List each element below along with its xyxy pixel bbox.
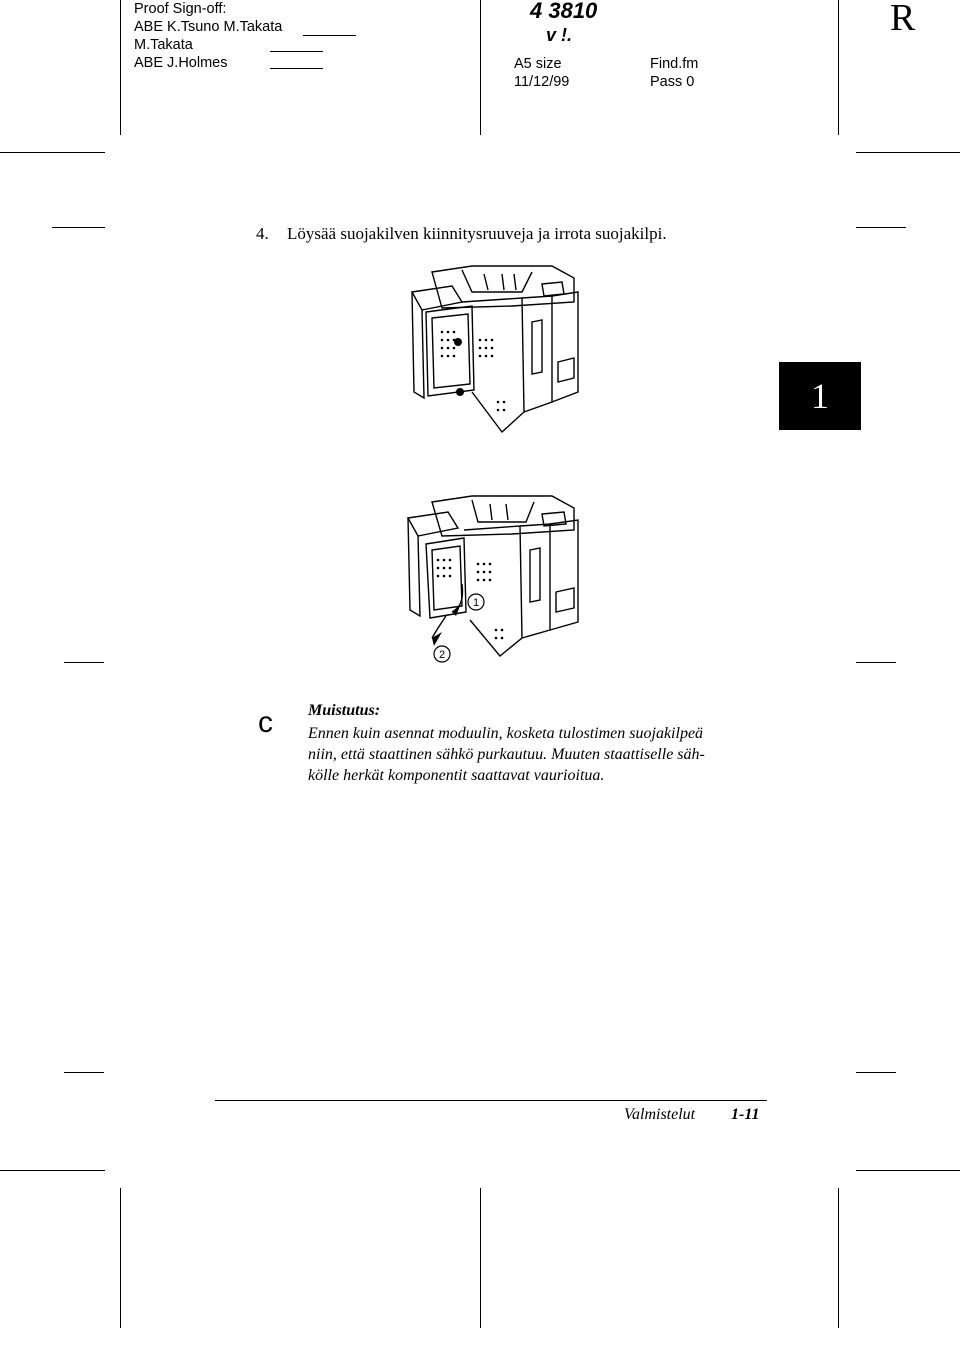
proof-date: 11/12/99 <box>514 74 570 90</box>
step-number: 4. <box>256 224 269 243</box>
note-icon-letter: c <box>258 706 273 739</box>
note-block <box>308 702 768 786</box>
registration-letter: R <box>890 0 916 39</box>
signature-line <box>303 35 356 36</box>
footer-rule <box>215 1100 767 1101</box>
pass-number: Pass 0 <box>650 74 695 90</box>
signature-line <box>270 51 323 52</box>
guide-mark <box>856 227 906 228</box>
job-code: 4 3810 <box>530 0 598 23</box>
crop-mark <box>856 1170 960 1171</box>
crop-mark <box>0 152 105 153</box>
proof-line: ABE J.Holmes <box>134 55 228 71</box>
crop-mark <box>838 1188 839 1328</box>
note-line: kölle herkät komponentit saattavat vaurioitua. <box>308 767 605 784</box>
guide-mark <box>856 662 896 663</box>
proof-line: ABE K.Tsuno M.Takata <box>134 19 283 35</box>
note-line: Ennen kuin asennat moduulin, kosketa tulostimen suojakilpeä <box>308 725 704 742</box>
crop-mark <box>120 1188 121 1328</box>
footer-section: Valmistelut <box>624 1106 696 1123</box>
crop-mark <box>120 0 121 135</box>
footer-page-number: 1-11 <box>731 1106 760 1123</box>
crop-mark <box>0 1170 105 1171</box>
proof-line: M.Takata <box>134 37 193 53</box>
proof-signoff <box>134 0 282 72</box>
chapter-tab: 1 <box>779 362 861 430</box>
callout-2: 2 <box>438 649 446 661</box>
guide-mark <box>64 1072 104 1073</box>
proof-title: Proof Sign-off: <box>134 1 227 17</box>
page-size: A5 size <box>514 56 562 72</box>
crop-mark <box>480 0 481 135</box>
step-text: Löysää suojakilven kiinnitysruuveja ja irrota suojakilpi. <box>287 224 667 243</box>
printer-illustration-shield-removal <box>402 488 582 666</box>
guide-mark <box>52 227 105 228</box>
printer-illustration-shield-attached <box>402 262 582 440</box>
crop-mark <box>480 1188 481 1328</box>
crop-mark <box>838 0 839 135</box>
note-line: niin, että staattinen sähkö purkautuu. Muuten staattiselle säh- <box>308 746 705 763</box>
signature-line <box>270 68 323 69</box>
guide-mark <box>856 1072 896 1073</box>
job-code-sub: v !. <box>546 25 573 45</box>
file-name: Find.fm <box>650 56 699 72</box>
note-title: Muistutus: <box>308 702 381 719</box>
callout-1: 1 <box>472 597 480 609</box>
guide-mark <box>64 662 104 663</box>
crop-mark <box>856 152 960 153</box>
